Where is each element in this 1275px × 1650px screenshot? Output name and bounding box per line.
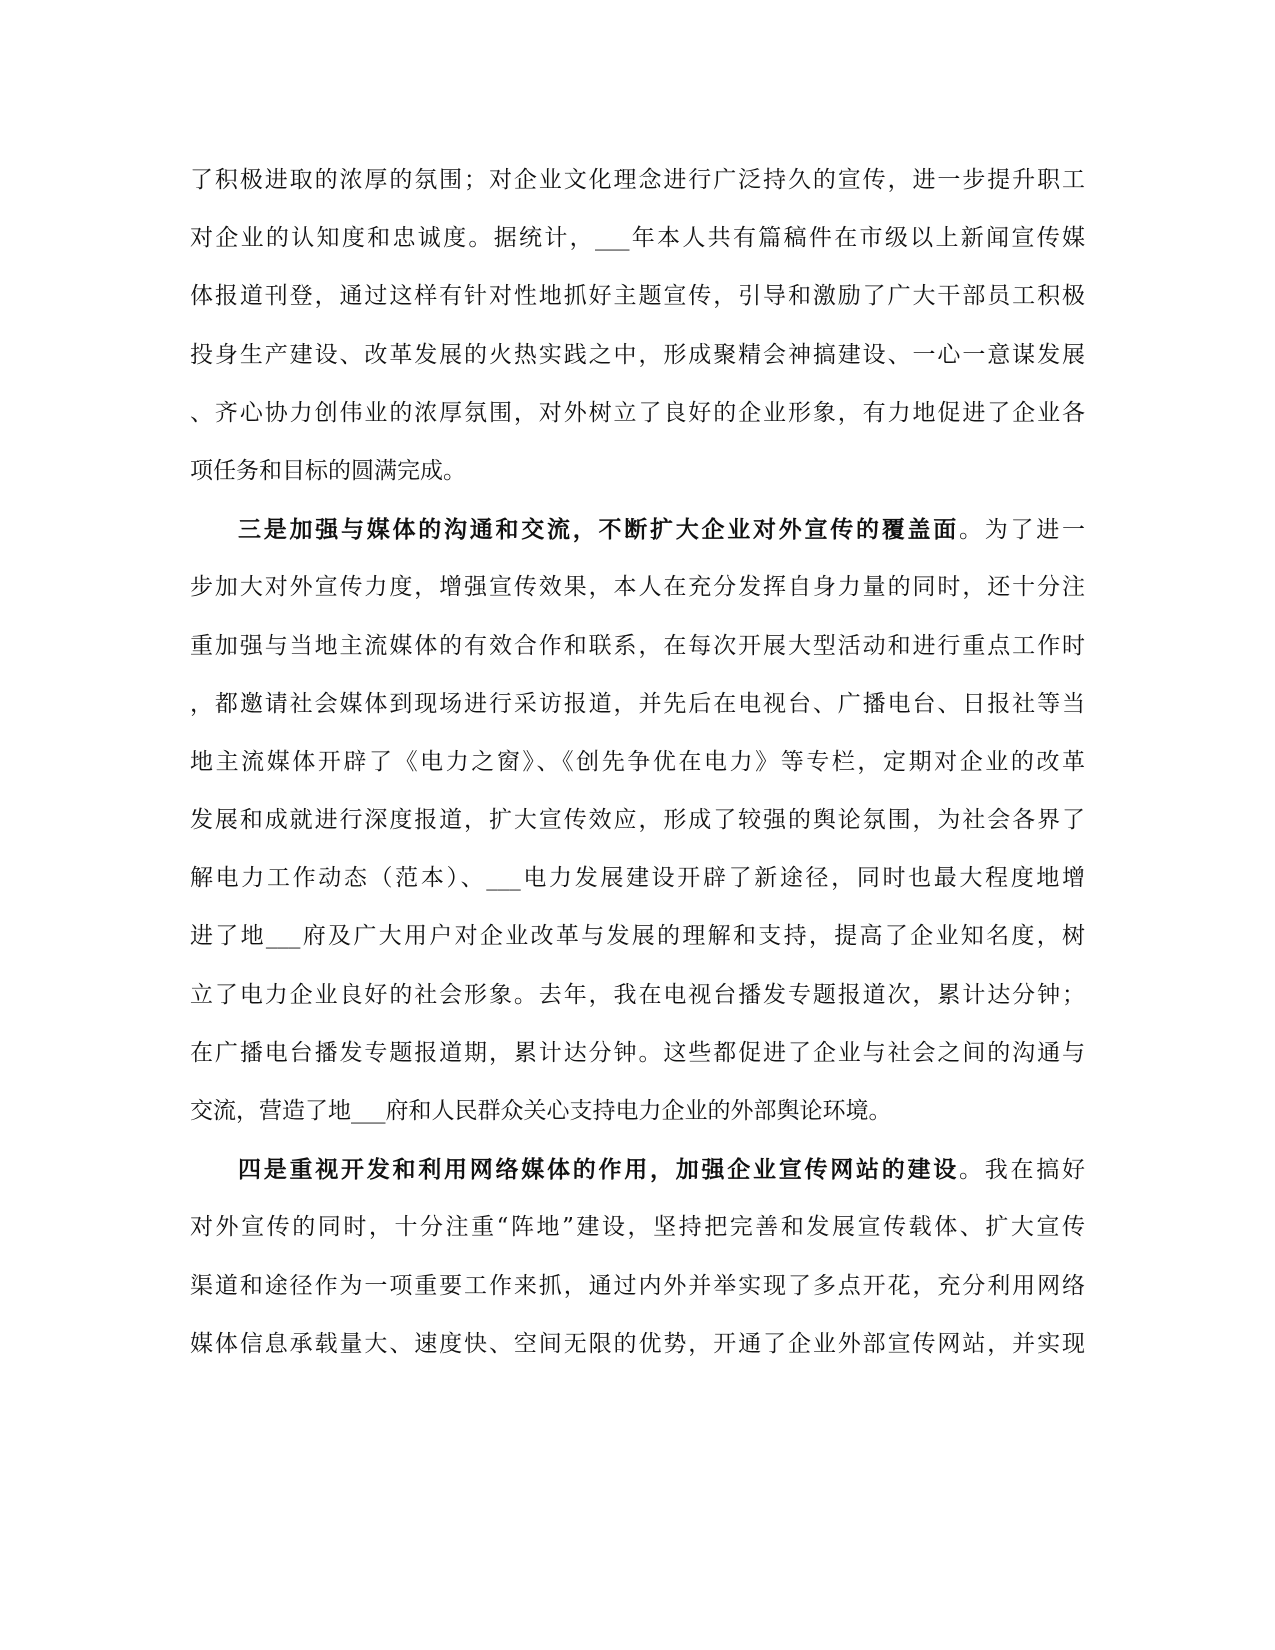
paragraph-line: 重加强与当地主流媒体的有效合作和联系，在每次开展大型活动和进行重点工作时	[190, 632, 1085, 659]
paragraph-line: 项任务和目标的圆满完成。	[190, 457, 466, 484]
section-heading: 三是加强与媒体的沟通和交流，不断扩大企业对外宣传的覆盖面	[238, 516, 959, 544]
paragraph-line: 、齐心协力创伟业的浓厚氛围，对外树立了良好的企业形象，有力地促进了企业各	[190, 399, 1085, 426]
paragraph-3	[190, 1155, 1085, 1359]
document-body	[190, 166, 1085, 1388]
paragraph-line: 体报道刊登，通过这样有针对性地抓好主题宣传，引导和激励了广大干部员工积极	[190, 283, 1085, 310]
paragraph-line: 步加大对外宣传力度，增强宣传效果，本人在充分发挥自身力量的同时，还十分注	[190, 574, 1085, 601]
heading-tail: 。为了进一	[959, 517, 1085, 544]
paragraph-line: 投身生产建设、改革发展的火热实践之中，形成聚精会神搞建设、一心一意谋发展	[190, 341, 1085, 368]
paragraph-line: ，都邀请社会媒体到现场进行采访报道，并先后在电视台、广播电台、日报社等当	[190, 690, 1085, 717]
paragraph-line: 对企业的认知度和忠诚度。据统计，___年本人共有篇稿件在市级以上新闻宣传媒	[190, 225, 1085, 252]
section-heading: 四是重视开发和利用网络媒体的作用，加强企业宣传网站的建设	[238, 1156, 959, 1184]
paragraph-line: 立了电力企业良好的社会形象。去年，我在电视台播发专题报道次，累计达分钟；	[190, 981, 1085, 1008]
paragraph-first-line	[190, 1155, 1085, 1184]
paragraph-line: 了积极进取的浓厚的氛围；对企业文化理念进行广泛持久的宣传，进一步提升职工	[190, 167, 1085, 193]
paragraph-line: 交流，营造了地___府和人民群众关心支持电力企业的外部舆论环境。	[190, 1098, 892, 1124]
paragraph-line: 发展和成就进行深度报道，扩大宣传效应，形成了较强的舆论氛围，为社会各界了	[190, 807, 1085, 834]
paragraph-line: 渠道和途径作为一项重要工作来抓，通过内外并举实现了多点开花，充分利用网络	[190, 1272, 1085, 1299]
paragraph-2	[190, 515, 1085, 1126]
paragraph-line: 在广播电台播发专题报道期，累计达分钟。这些都促进了企业与社会之间的沟通与	[190, 1039, 1085, 1066]
paragraph-line: 媒体信息承载量大、速度快、空间无限的优势，开通了企业外部宣传网站，并实现	[190, 1330, 1085, 1357]
paragraph-line: 解电力工作动态（范本）、___电力发展建设开辟了新途径，同时也最大程度地增	[190, 865, 1085, 892]
paragraph-line: 地主流媒体开辟了《电力之窗》、《创先争优在电力》等专栏，定期对企业的改革	[190, 748, 1085, 775]
paragraph-first-line	[190, 515, 1085, 544]
paragraph-line: 进了地___府及广大用户对企业改革与发展的理解和支持，提高了企业知名度，树	[190, 923, 1085, 950]
paragraph-line: 对外宣传的同时，十分注重“阵地”建设，坚持把完善和发展宣传载体、扩大宣传	[190, 1214, 1085, 1241]
paragraph-1	[190, 166, 1085, 486]
heading-tail: 。我在搞好	[959, 1157, 1085, 1184]
